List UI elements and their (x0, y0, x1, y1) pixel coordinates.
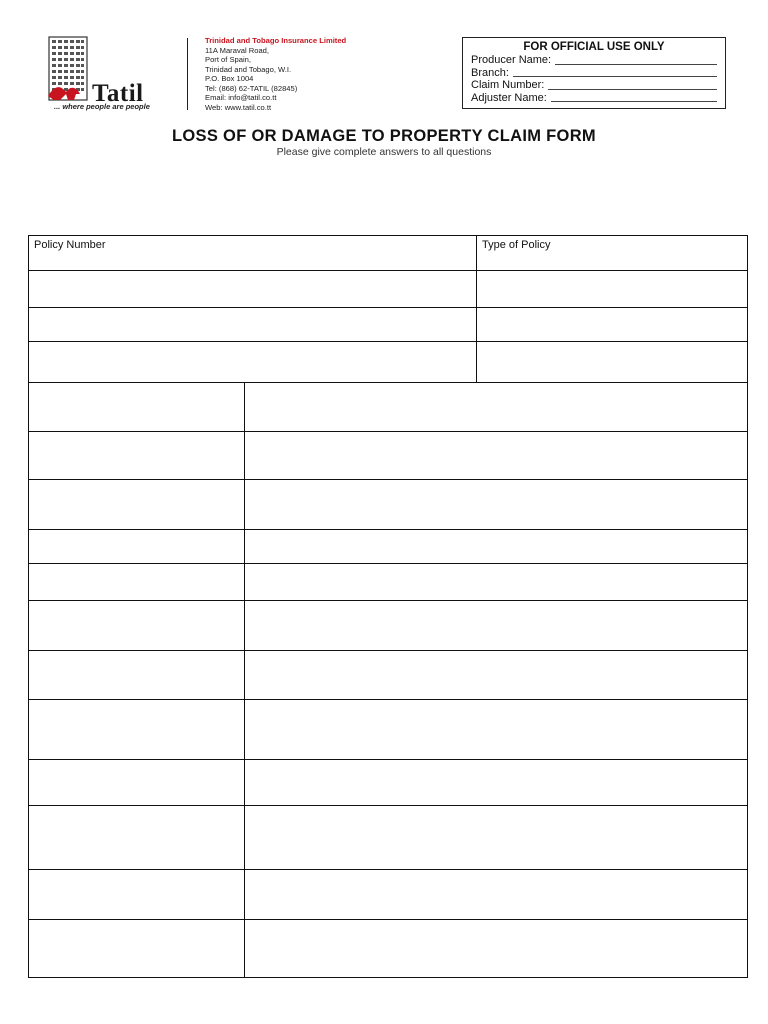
question-cell (29, 760, 245, 806)
question-cell (29, 651, 245, 700)
policy-number-cell[interactable] (29, 236, 477, 271)
web-line: Web: www.tatil.co.tt (205, 102, 272, 112)
building-icon (46, 36, 90, 102)
question-cell (29, 806, 245, 869)
form-title: LOSS OF OR DAMAGE TO PROPERTY CLAIM FORM (172, 127, 596, 145)
form-subtitle: Please give complete answers to all questions (276, 146, 492, 158)
producer-name-field[interactable] (555, 64, 717, 65)
answer-cell[interactable] (245, 431, 748, 479)
address-line: Trinidad and Tobago, W.I. (205, 64, 292, 74)
table-row (29, 342, 748, 383)
address-line: P.O. Box 1004 (205, 74, 254, 83)
form-cell[interactable] (477, 308, 748, 342)
table-row (29, 271, 748, 308)
claim-form-table (28, 235, 748, 978)
form-cell[interactable] (29, 342, 477, 383)
table-row (29, 600, 748, 650)
branch-field[interactable] (513, 76, 717, 77)
policy-number-label: Policy Number (34, 239, 106, 251)
company-name: Trinidad and Tobago Insurance Limited (205, 36, 347, 45)
table-row (29, 919, 748, 977)
company-address (205, 36, 346, 112)
logo-wordmark: Tatil (92, 80, 144, 107)
table-row (29, 700, 748, 760)
answer-cell[interactable] (245, 600, 748, 650)
claim-number-field[interactable] (548, 89, 717, 90)
table-row (29, 236, 748, 271)
branch-row (471, 67, 717, 80)
table-row (29, 383, 748, 431)
table-row (29, 651, 748, 700)
answer-cell[interactable] (245, 563, 748, 600)
form-cell[interactable] (29, 271, 477, 308)
answer-cell[interactable] (245, 651, 748, 700)
branch-label: Branch: (471, 66, 509, 79)
policy-type-cell[interactable] (477, 236, 748, 271)
question-cell (29, 600, 245, 650)
address-line: 11A Maraval Road, (205, 45, 270, 55)
question-cell (29, 383, 245, 431)
table-row (29, 563, 748, 600)
table-row (29, 529, 748, 563)
official-use-heading: FOR OFFICIAL USE ONLY (523, 41, 665, 53)
header-divider (187, 38, 188, 110)
form-cell[interactable] (29, 308, 477, 342)
form-cell[interactable] (477, 342, 748, 383)
answer-cell[interactable] (245, 700, 748, 760)
email-line: Email: info@tatil.co.tt (205, 93, 277, 102)
question-cell (29, 479, 245, 529)
official-use-box (462, 37, 726, 109)
question-cell (29, 431, 245, 479)
table-row (29, 431, 748, 479)
company-logo (42, 36, 172, 114)
table-row (29, 479, 748, 529)
adjuster-name-field[interactable] (551, 101, 717, 102)
logo-tagline: ... where people are people (54, 102, 150, 111)
adjuster-name-label: Adjuster Name: (471, 91, 547, 104)
form-cell[interactable] (477, 271, 748, 308)
policy-type-label: Type of Policy (482, 239, 551, 251)
table-row (29, 869, 748, 919)
adjuster-name-row (471, 92, 717, 105)
phone-line: Tel: (868) 62-TATIL (82845) (205, 83, 298, 93)
answer-cell[interactable] (245, 869, 748, 919)
answer-cell[interactable] (245, 479, 748, 529)
question-cell (29, 563, 245, 600)
question-cell (29, 869, 245, 919)
answer-cell[interactable] (245, 529, 748, 563)
table-row (29, 760, 748, 806)
producer-name-label: Producer Name: (471, 54, 552, 66)
answer-cell[interactable] (245, 806, 748, 869)
question-cell (29, 700, 245, 760)
table-row (29, 308, 748, 342)
producer-name-row (471, 54, 717, 67)
address-line: Port of Spain, (205, 55, 252, 64)
answer-cell[interactable] (245, 383, 748, 431)
question-cell (29, 529, 245, 563)
claim-number-label: Claim Number: (471, 79, 545, 91)
answer-cell[interactable] (245, 760, 748, 806)
question-cell (29, 919, 245, 977)
claim-number-row (471, 79, 717, 92)
table-row (29, 806, 748, 869)
answer-cell[interactable] (245, 919, 748, 977)
